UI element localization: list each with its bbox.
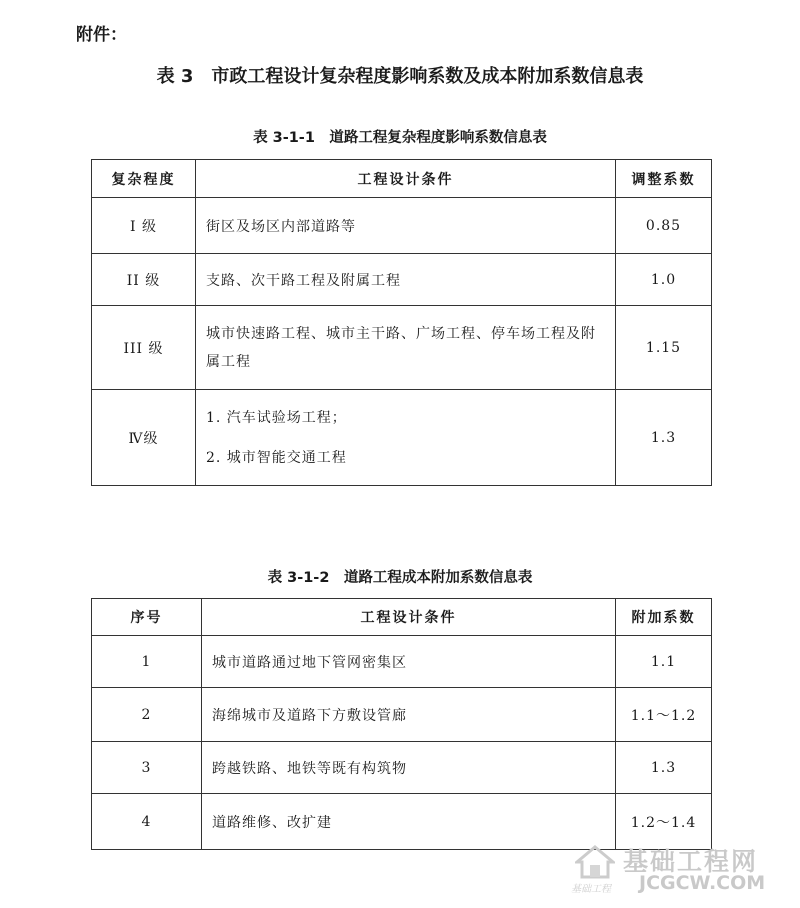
table-row [92,636,712,688]
row-coef: 1.3 [616,742,712,794]
header-adjust-coef: 调整系数 [616,160,712,198]
attachment-label: 附件： [76,25,127,45]
watermark-small-text: 基础工程 [571,884,611,895]
header-additional-coef: 附加系数 [616,599,712,636]
row-condition-list [196,390,616,486]
row-level: I 级 [92,198,196,254]
cost-table [91,598,712,850]
condition-item: 1. 汽车试验场工程； [206,409,347,426]
house-logo-icon [575,844,615,880]
table-header-row [92,160,712,198]
row-coef: 0.85 [616,198,712,254]
header-conditions: 工程设计条件 [196,160,616,198]
page-title: 表 3 市政工程设计复杂程度影响系数及成本附加系数信息表 [156,66,644,87]
row-number: 4 [92,794,202,850]
row-condition: 道路维修、改扩建 [202,794,616,850]
row-condition: 支路、次干路工程及附属工程 [196,254,616,306]
row-level: Ⅳ级 [92,390,196,486]
watermark-site-name: 基础工程网 [623,847,759,876]
row-condition: 城市道路通过地下管网密集区 [202,636,616,688]
header-conditions: 工程设计条件 [202,599,616,636]
table2-caption: 表 3-1-2 道路工程成本附加系数信息表 [267,570,533,586]
row-number: 3 [92,742,202,794]
site-watermark [571,840,786,898]
row-coef: 1.2～1.4 [616,794,712,850]
row-number: 1 [92,636,202,688]
row-coef: 1.3 [616,390,712,486]
row-condition: 海绵城市及道路下方敷设管廊 [202,688,616,742]
row-condition: 跨越铁路、地铁等既有构筑物 [202,742,616,794]
row-level: II 级 [92,254,196,306]
condition-item: 2. 城市智能交通工程 [206,449,347,466]
header-number: 序号 [92,599,202,636]
watermark-site-url: JCGCW.COM [639,872,766,894]
row-condition: 城市快速路工程、城市主干路、广场工程、停车场工程及附属工程 [196,306,616,390]
complexity-table [91,159,712,486]
row-coef: 1.1～1.2 [616,688,712,742]
row-condition: 街区及场区内部道路等 [196,198,616,254]
table-row [92,688,712,742]
row-level: III 级 [92,306,196,390]
row-coef: 1.15 [616,306,712,390]
table-row [92,390,712,486]
row-coef: 1.0 [616,254,712,306]
row-number: 2 [92,688,202,742]
table-header-row [92,599,712,636]
table-row [92,254,712,306]
table-row [92,306,712,390]
row-coef: 1.1 [616,636,712,688]
table-row [92,198,712,254]
table-row [92,742,712,794]
table1-caption: 表 3-1-1 道路工程复杂程度影响系数信息表 [253,130,547,146]
header-complexity: 复杂程度 [92,160,196,198]
